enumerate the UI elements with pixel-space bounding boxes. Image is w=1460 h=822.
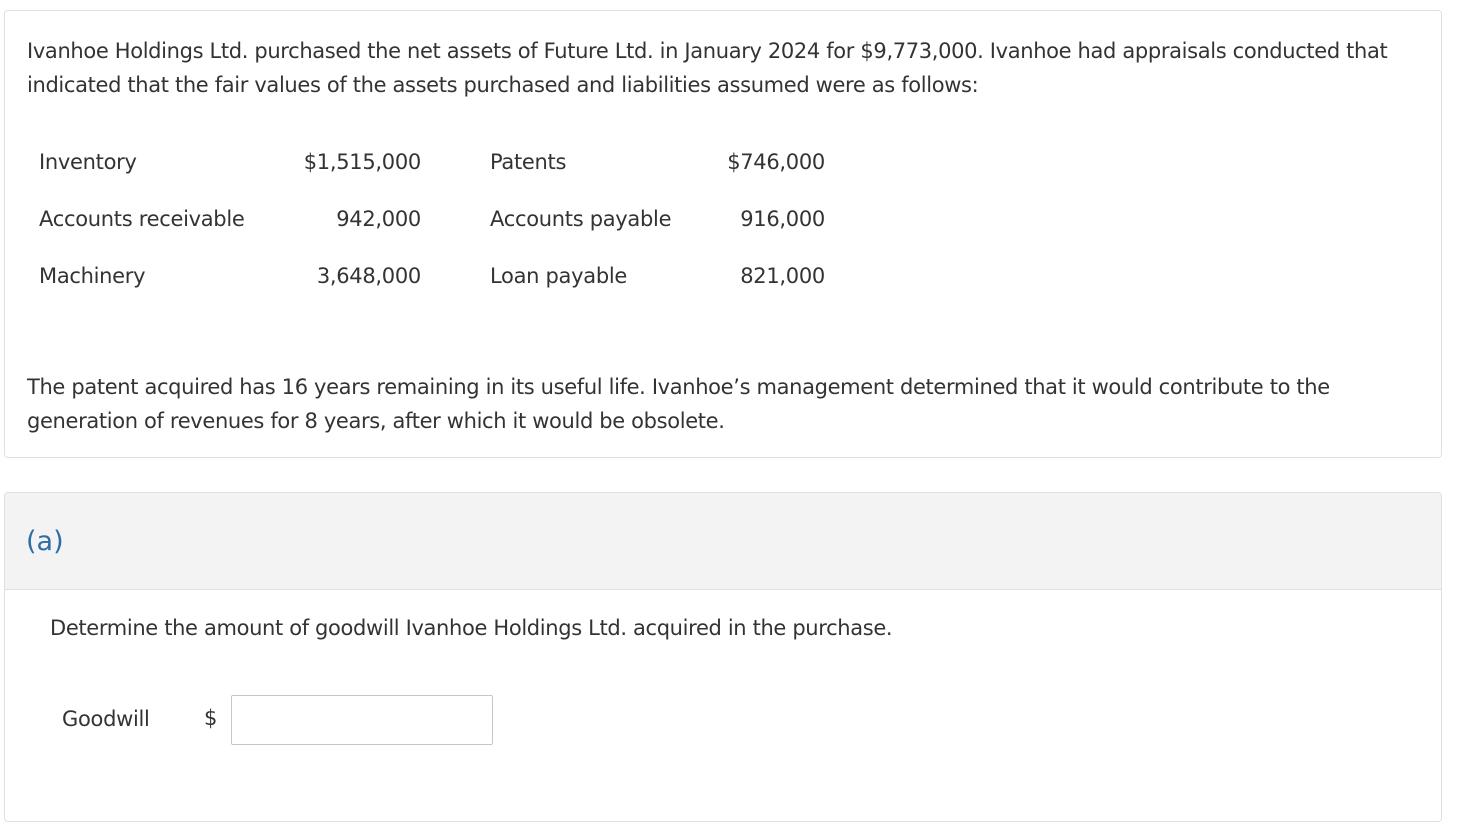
table-row-value: 821,000	[740, 264, 825, 288]
table-row-label: Loan payable	[490, 264, 628, 288]
table-row-label: Patents	[490, 150, 567, 174]
table-row-label: Machinery	[39, 264, 146, 288]
problem-intro: Ivanhoe Holdings Ltd. purchased the net assets of Future Ltd. in January 2024 for $9,773,000. Ivanhoe had appraisals conducted that indicated that the fair values of the assets purchased and liabilities assumed were as follows:	[27, 39, 1388, 97]
part-a-label: (a)	[26, 526, 64, 557]
part-a-card	[4, 492, 1442, 822]
part-a-header	[5, 493, 1441, 590]
currency-symbol: $	[204, 706, 218, 730]
problem-card	[4, 10, 1442, 458]
table-row-label: Accounts payable	[490, 207, 672, 231]
table-row-value: $746,000	[727, 150, 825, 174]
patent-note: The patent acquired has 16 years remaining in its useful life. Ivanhoe’s management determined that it would contribute to the generation of revenues for 8 years, after which it would be obsolete.	[27, 375, 1330, 433]
table-row-value: 942,000	[336, 207, 421, 231]
table-row-label: Accounts receivable	[39, 207, 245, 231]
table-row-value: $1,515,000	[303, 150, 421, 174]
part-a-question: Determine the amount of goodwill Ivanhoe Holdings Ltd. acquired in the purchase.	[50, 616, 893, 640]
table-row-value: 3,648,000	[316, 264, 421, 288]
table-row-value: 916,000	[740, 207, 825, 231]
goodwill-label: Goodwill	[62, 707, 150, 731]
goodwill-input[interactable]	[231, 695, 493, 745]
table-row-label: Inventory	[39, 150, 137, 174]
